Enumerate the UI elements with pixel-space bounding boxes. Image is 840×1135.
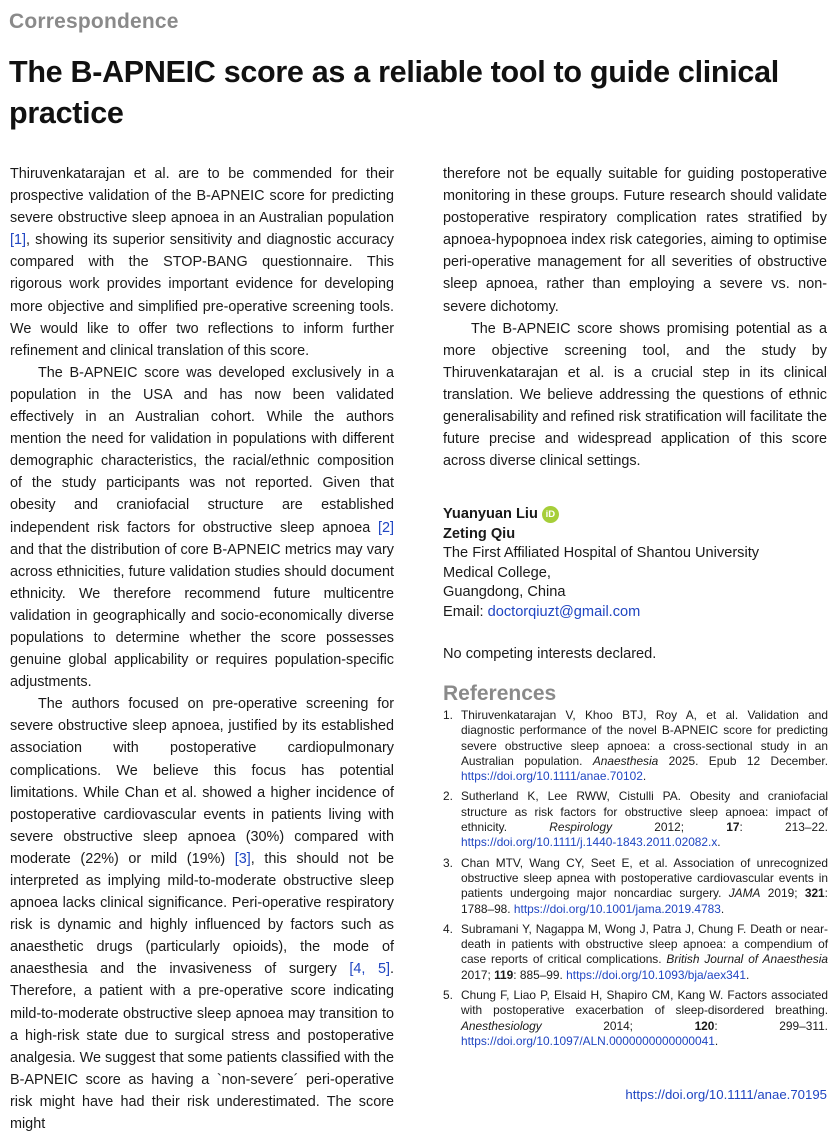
body-paragraph-3: The authors focused on pre-operative screening for severe obstructive sleep apnoea, justified by its established association with postoperative cardiopulmonary complications. We believe this focus has potential limitations. While Chan et al. showed a higher incidence of postoperative cardiovascular events in patients living with severe obstructive sleep apnoea (30%) compared with moderate (22%) or mild (19%) [3], this should not be interpreted as implying mild-to-moderate obstructive sleep apnoea lacks clinical significance. Peri-operative respiratory risk is dynamic and highly influenced by factors such as anaesthetic drugs (particularly opioids), the mode of anaesthesia and the invasiveness of surgery [4, 5]. Therefore, a patient with a pre-operative score indicating mild-to-moderate obstructive sleep apnoea may transition to a high-risk state due to surgical stress and postoperative analgesia. We suggest that some patients classified with the B-APNEIC score as having a `non-severe´ peri-operative risk might have had their risk underestimated. The score might (10, 696, 394, 1133)
reference-number: 3. (443, 855, 453, 870)
citation-link[interactable]: [2] (378, 519, 394, 536)
references-heading: References (443, 682, 557, 705)
body-paragraph-5: The B-APNEIC score shows promising potential as a more objective screening tool, and the study by Thiruvenkatarajan et al. is a crucial step in its clinical translation. We believe addressing the questions of ethnic generalisability and refined risk stratification will facilitate the future precise and widespread application of this score across diverse clinical settings. (443, 320, 827, 470)
journal-name: Anesthesiology (461, 1018, 542, 1033)
reference-item (443, 922, 828, 983)
volume-number: 17 (726, 820, 740, 835)
email-line (443, 603, 827, 623)
citation-link[interactable]: https://doi.org/10.1111/j.1440-1843.2011.02082.x (461, 835, 718, 850)
citation-link[interactable]: [4, 5] (349, 961, 390, 978)
reference-item (443, 789, 828, 850)
reference-text: Chung F, Liao P, Elsaid H, Shapiro CM, Kang W. Factors associated with postoperative exacerbation of sleep-disordered breathing. Anesthesiology 2014; 120: 299–311. https://doi.org/10.1097/ALN.0000000000000041. (461, 988, 828, 1048)
citation-link[interactable]: [3] (234, 850, 251, 867)
affiliation-line-1: The First Affiliated Hospital of Shantou University (443, 545, 760, 561)
footer-doi-link[interactable]: https://doi.org/10.1111/anae.70195 (625, 1087, 827, 1102)
author-name-1-text: Yuanyuan Liu (443, 506, 538, 522)
email-link[interactable]: doctorqiuzt@gmail.com (487, 603, 641, 620)
reference-number: 1. (443, 708, 453, 722)
volume-number: 120 (694, 1018, 715, 1033)
reference-number: 2. (443, 789, 453, 804)
citation-link[interactable]: https://doi.org/10.1111/anae.70102 (461, 769, 643, 784)
body-paragraph-4: therefore not be equally suitable for guiding postoperative monitoring in these groups. Future research should validate postoperative respiratory complication rates stratified by apnoea-hypopnoea index risk categories, aiming to optimise peri-operative management for all severities of obstructive sleep apnoea, rather than employing a severe vs. non-severe dichotomy. (443, 166, 827, 315)
citation-link[interactable]: https://doi.org/10.1093/bja/aex341 (566, 967, 746, 982)
citation-link[interactable]: https://doi.org/10.1001/jama.2019.4783 (513, 901, 721, 916)
reference-text: Sutherland K, Lee RWW, Cistulli PA. Obesity and craniofacial structure as risk factors for obstructive sleep apnoea: impact of ethnicity. Respirology 2012; 17: 213–22. https://doi.org/10.1111/j.1440-1843.2011.02082.x. (461, 789, 828, 850)
reference-item (443, 708, 828, 784)
orcid-icon[interactable]: iD (542, 506, 559, 523)
affiliation-line-2: Medical College, (443, 564, 551, 581)
reference-item (443, 988, 828, 1049)
left-column (10, 163, 394, 1135)
references-list (443, 708, 828, 1054)
body-paragraph-2: The B-APNEIC score was developed exclusively in a population in the USA and has now been validated effectively in an Australian cohort. While the authors mention the need for validation in populations with different demographic characteristics, the racial/ethnic composition of the study participants was not reported. Given that obesity and craniofacial structure are established independent risk factors for obstructive sleep apnoea [2] and that the distribution of core B-APNEIC metrics may vary across ethnicities, future validation studies should document ethnicity. We therefore recommend future multicentre validation in geographically and socio-economically diverse populations to determine whether the score possesses genuine global applicability or requires population-specific adjustments. (10, 364, 394, 691)
journal-name: Anaesthesia (592, 753, 659, 768)
competing-interests: No competing interests declared. (443, 646, 657, 662)
author-name-2: Zeting Qiu (443, 525, 516, 542)
reference-number: 5. (443, 988, 453, 1003)
volume-number: 321 (804, 886, 825, 901)
author-name-1 (443, 505, 827, 525)
article-title: The B-APNEIC score as a reliable tool to guide clinical practice (9, 55, 779, 130)
citation-link[interactable]: https://doi.org/10.1097/ALN.0000000000000041 (461, 1033, 715, 1048)
journal-name: British Journal of Anaesthesia (666, 952, 828, 967)
affiliation-line-3: Guangdong, China (443, 584, 566, 600)
section-label: Correspondence (9, 10, 179, 33)
email-label: Email: (443, 603, 484, 620)
reference-number: 4. (443, 921, 453, 936)
right-column (443, 163, 827, 472)
reference-text: Thiruvenkatarajan V, Khoo BTJ, Roy A, et al. Validation and diagnostic performance of the novel B-APNEIC score for predicting severe obstructive sleep apnoea: a cross-sectional study in an Australian population. Anaesthesia 2025. Epub 12 December. https://doi.org/10.1111/anae.70102. (461, 708, 828, 784)
volume-number: 119 (494, 967, 514, 982)
journal-name: Respirology (549, 820, 613, 835)
reference-text: Subramani Y, Nagappa M, Wong J, Patra J, Chung F. Death or near-death in patients with obstructive sleep apnoea: a compendium of case reports of critical complications. British Journal of Anaesthesia 2017; 119: 885–99. https://doi.org/10.1093/bja/aex341. (461, 921, 828, 982)
body-paragraph-1: Thiruvenkatarajan et al. are to be commended for their prospective validation of the B-APNEIC score for predicting severe obstructive sleep apnoea in an Australian population [1], showing its superior sensitivity and diagnostic accuracy compared with the STOP-BANG questionnaire. This rigorous work provides important evidence for developing more objective and simplified pre-operative screening tools. We would like to offer two reflections to inform further refinement and clinical translation of this score. (10, 166, 394, 359)
reference-item (443, 856, 828, 917)
citation-link[interactable]: [1] (10, 232, 26, 249)
journal-name: JAMA (728, 886, 761, 901)
reference-text: Chan MTV, Wang CY, Seet E, et al. Association of unrecognized obstructive sleep apnea with postoperative cardiovascular events in patients undergoing major noncardiac surgery. JAMA 2019; 321: 1788–98. https://doi.org/10.1001/jama.2019.4783. (461, 855, 828, 916)
author-block (443, 505, 827, 622)
